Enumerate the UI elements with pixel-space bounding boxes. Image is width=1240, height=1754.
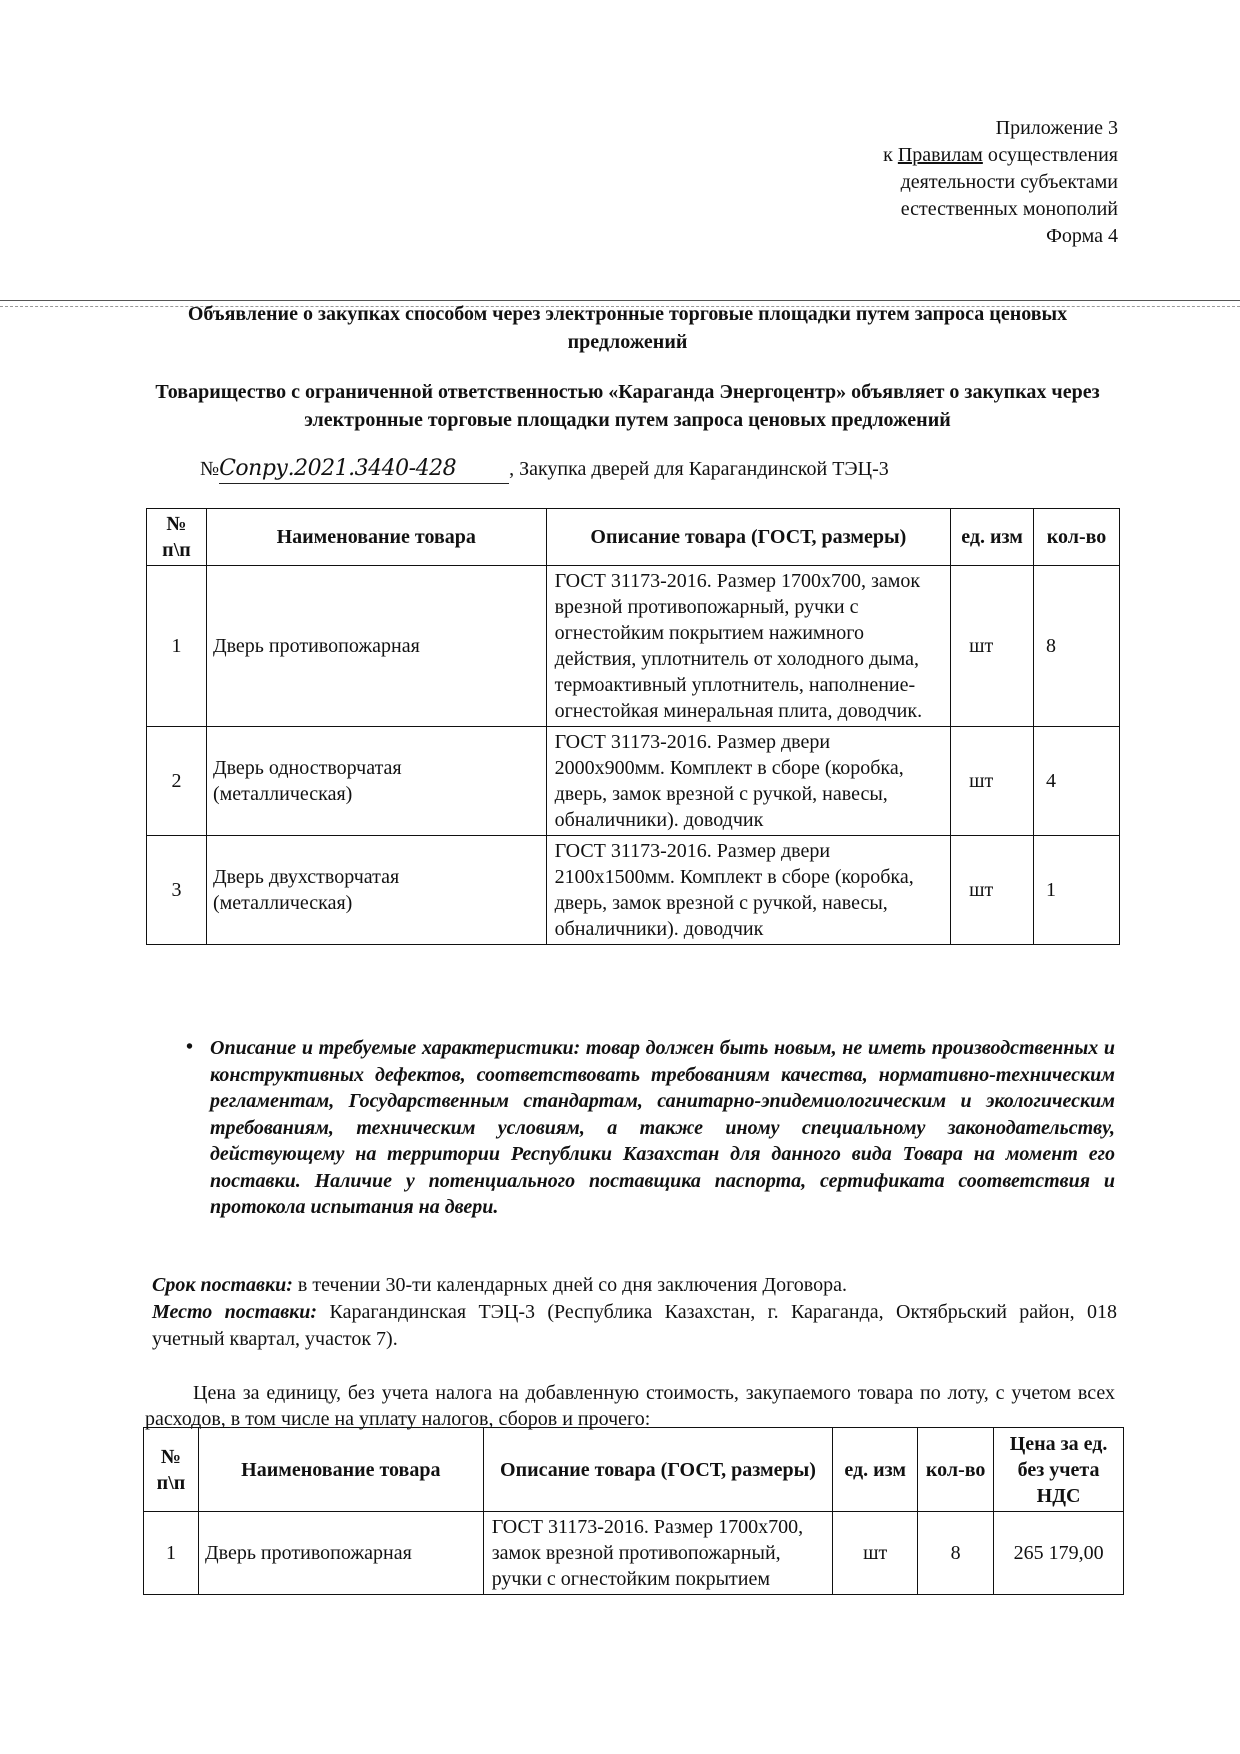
row-description: ГОСТ 31173-2016. Размер 1700х700, замок врезной противопожарный, ручки с огнестойким покрытием bbox=[483, 1512, 833, 1595]
appendix-header bbox=[698, 115, 1118, 250]
appendix-rules-prefix: к bbox=[883, 144, 898, 166]
appendix-number: Приложение 3 bbox=[995, 117, 1118, 139]
col-header-description: Описание товара (ГОСТ, размеры) bbox=[546, 509, 951, 566]
procurement-subject: , Закупка дверей для Карагандинской ТЭЦ-3 bbox=[509, 458, 889, 480]
delivery-term-text: в течении 30-ти календарных дней со дня заключения Договора. bbox=[292, 1274, 847, 1296]
appendix-line3: деятельности субъектами bbox=[900, 171, 1118, 193]
row-quantity: 4 bbox=[1034, 727, 1120, 836]
delivery-place bbox=[152, 1299, 1117, 1353]
col-header-description: Описание товара (ГОСТ, размеры) bbox=[483, 1428, 833, 1512]
requirements-bullet bbox=[186, 1035, 1115, 1221]
col-header-unit: ед. изм bbox=[951, 509, 1034, 566]
row-quantity: 1 bbox=[1034, 836, 1120, 945]
row-price: 265 179,00 bbox=[994, 1512, 1124, 1595]
row-number: 2 bbox=[147, 727, 207, 836]
row-number: 1 bbox=[144, 1512, 199, 1595]
row-description: ГОСТ 31173-2016. Размер двери 2100х1500мм. Комплект в сборе (коробка, дверь, замок врезной с ручкой, навесы, обналичники). доводчик bbox=[546, 836, 951, 945]
table-row bbox=[144, 1512, 1124, 1595]
row-name: Дверь двухстворчатая (металлическая) bbox=[206, 836, 546, 945]
col-header-quantity: кол-во bbox=[918, 1428, 994, 1512]
row-name: Дверь противопожарная bbox=[198, 1512, 483, 1595]
col-header-unit: ед. изм bbox=[833, 1428, 918, 1512]
procurement-number-line bbox=[200, 455, 889, 484]
row-description: ГОСТ 31173-2016. Размер 1700х700, замок врезной противопожарный, ручки с огнестойким покрытием нажимного действия, уплотнитель от холодного дыма, термоактивный уплотнитель, наполнение-огнестойкая минеральная плита, доводчик. bbox=[546, 566, 951, 727]
row-unit: шт bbox=[951, 566, 1034, 727]
document-title: Объявление о закупках способом через электронные торговые площадки путем запроса ценовых предложений bbox=[187, 303, 1068, 353]
col-header-number: № п\п bbox=[147, 509, 207, 566]
appendix-rules-line bbox=[698, 142, 1118, 169]
table-row bbox=[147, 727, 1120, 836]
table-header-row bbox=[147, 509, 1120, 566]
row-quantity: 8 bbox=[1034, 566, 1120, 727]
col-header-number: № п\п bbox=[144, 1428, 199, 1512]
price-note: Цена за единицу, без учета налога на добавленную стоимость, закупаемого товара по лоту, с учетом всех расходов, в том числе на уплату налогов, сборов и прочего: bbox=[145, 1382, 1115, 1430]
appendix-rules-suffix: осуществления bbox=[982, 144, 1118, 166]
delivery-term-label: Срок поставки: bbox=[152, 1274, 293, 1296]
document-subtitle: Товарищество с ограниченной ответственностью «Караганда Энергоцентр» объявляет о закупках через электронные торговые площадки путем запроса ценовых предложений bbox=[155, 381, 1100, 431]
row-unit: шт bbox=[833, 1512, 918, 1595]
row-description: ГОСТ 31173-2016. Размер двери 2000х900мм. Комплект в сборе (коробка, дверь, замок врезной с ручкой, навесы, обналичники). доводчик bbox=[546, 727, 951, 836]
row-number: 1 bbox=[147, 566, 207, 727]
col-header-name: Наименование товара bbox=[206, 509, 546, 566]
row-name: Дверь одностворчатая (металлическая) bbox=[206, 727, 546, 836]
table-row bbox=[147, 566, 1120, 727]
delivery-info bbox=[152, 1272, 1117, 1353]
goods-table bbox=[146, 508, 1120, 945]
requirements-text: Описание и требуемые характеристики: товар должен быть новым, не иметь производственных и конструктивных дефектов, соответствовать требованиям качества, нормативно-техническим регламентам, Государственным стандартам, санитарно-эпидемиологическим и экологическим требованиям, техническим условиям, а также иному специальному законодательству, действующему на территории Республики Казахстан для данного вида Товара на момент его поставки. Наличие у потенциального поставщика паспорта, сертификата соответствия и протокола испытания на двери. bbox=[210, 1037, 1115, 1218]
rules-link[interactable]: Правилам bbox=[897, 144, 983, 166]
col-header-quantity: кол-во bbox=[1034, 509, 1120, 566]
price-table bbox=[143, 1427, 1124, 1595]
delivery-term bbox=[152, 1272, 1117, 1299]
row-number: 3 bbox=[147, 836, 207, 945]
row-quantity: 8 bbox=[918, 1512, 994, 1595]
bullet-icon: • bbox=[186, 1036, 194, 1058]
delivery-place-label: Место поставки: bbox=[152, 1301, 318, 1323]
row-name: Дверь противопожарная bbox=[206, 566, 546, 727]
table-row bbox=[147, 836, 1120, 945]
number-sign: № bbox=[200, 458, 220, 480]
col-header-price: Цена за ед. без учета НДС bbox=[994, 1428, 1124, 1512]
row-unit: шт bbox=[951, 727, 1034, 836]
appendix-line4: естественных монополий bbox=[900, 198, 1118, 220]
handwritten-number: Сопру.2021.3440-428 bbox=[219, 455, 509, 484]
table-header-row bbox=[144, 1428, 1124, 1512]
row-unit: шт bbox=[951, 836, 1034, 945]
delivery-place-text: Карагандинская ТЭЦ-3 (Республика Казахстан, г. Караганда, Октябрьский район, 018 учетный квартал, участок 7). bbox=[152, 1301, 1117, 1350]
form-number: Форма 4 bbox=[1046, 225, 1118, 247]
col-header-name: Наименование товара bbox=[198, 1428, 483, 1512]
